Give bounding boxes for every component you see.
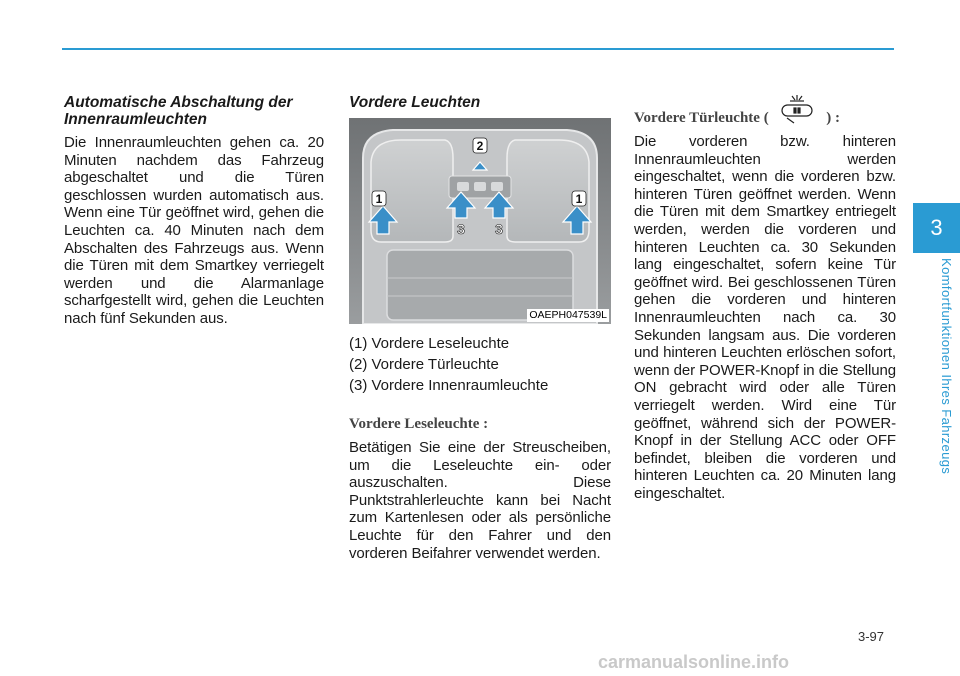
- chapter-title: Komfortfunktionen Ihres Fahrzeugs: [939, 258, 954, 475]
- section-body: Die vorderen bzw. hinteren Innenraumleuchten werden eingeschaltet, wenn die vorderen bzw. hinteren Türen geöffnet werden. Wenn die Türen mit dem Smartkey entriegelt werden, werden die vorderen und hinteren Leuchten ca. 30 Sekunden lang eingeschaltet, sofern keine Tür geöffnet wird. Bei geschlossenen Türen gehen die vorderen und hinteren Innenraumleuchten nach ca. 30 Sekunden langsam aus. Die vorderen und hinteren Leuchten erlöschen sofort, wenn der POWER-Knopf in die Stellung ON gebracht wird oder alle Türen verriegelt werden. Wird eine Tür geöffnet, während sich der POWER-Knopf in der Stellung ACC oder OFF befindet, bleiben die vorderen und hinteren Leuchten ca. 20 Minuten lang eingeschaltet.: [634, 133, 896, 502]
- callout-label-3-right: 3: [495, 221, 503, 237]
- legend-item: (2) Vordere Türleuchte: [349, 356, 499, 373]
- overhead-console-figure: [349, 118, 611, 324]
- legend-item: (3) Vordere Innenraumleuchte: [349, 377, 549, 394]
- section-heading: Vordere Leuchten: [349, 94, 481, 111]
- section-heading: Automatische Abschaltung der Innenraumleuchten: [64, 94, 293, 128]
- sub-heading-text: ) :: [826, 110, 840, 126]
- legend-item: (1) Vordere Leseleuchte: [349, 335, 510, 352]
- section-body: Die Innenraumleuchten gehen ca. 20 Minuten nachdem das Fahrzeug abgeschaltet und die Türen geschlossen wurden automatisch aus. Wenn eine Tür geöffnet wird, gehen die Leuchten ca. 40 Minuten nach dem Abschalten des Fahrzeugs aus. Wenn die Türen mit dem Smartkey verriegelt werden und die Alarmanlage scharfgestellt wird, gehen die Leuchten nach fünf Sekunden aus.: [64, 134, 324, 327]
- page-number: 3-97: [858, 629, 885, 644]
- figure-code: OAEPH047539L: [529, 309, 607, 321]
- figure-legend: [349, 333, 611, 396]
- sub-heading-text: Vordere Türleuchte (: [634, 110, 769, 126]
- callout-label-2: 2: [476, 139, 484, 153]
- chapter-tab: 3: [913, 203, 960, 253]
- callout-label-1-left: 1: [375, 192, 383, 206]
- door-light-icon: [774, 108, 820, 124]
- callout-label-1-right: 1: [575, 192, 583, 206]
- sub-heading: [634, 108, 896, 127]
- column-right: [634, 108, 896, 502]
- header-rule: [62, 48, 894, 50]
- callout-label-3-left: 3: [457, 221, 465, 237]
- chapter-title-vertical: [936, 258, 960, 498]
- column-middle: [349, 94, 611, 562]
- column-left: [64, 94, 324, 328]
- sub-heading: Vordere Leseleuchte :: [349, 416, 489, 432]
- watermark: carmanualsonline.info: [598, 652, 790, 672]
- section-body: Betätigen Sie eine der Streuscheiben, um die Leseleuchte ein- oder auszuschalten. Diese Punktstrahlerleuchte kann bei Nacht zum Kartenlesen oder als persönliche Leuchte für den Fahrer und den vorderen Beifahrer verwendet werden.: [349, 439, 611, 562]
- console-illustration: [349, 118, 611, 324]
